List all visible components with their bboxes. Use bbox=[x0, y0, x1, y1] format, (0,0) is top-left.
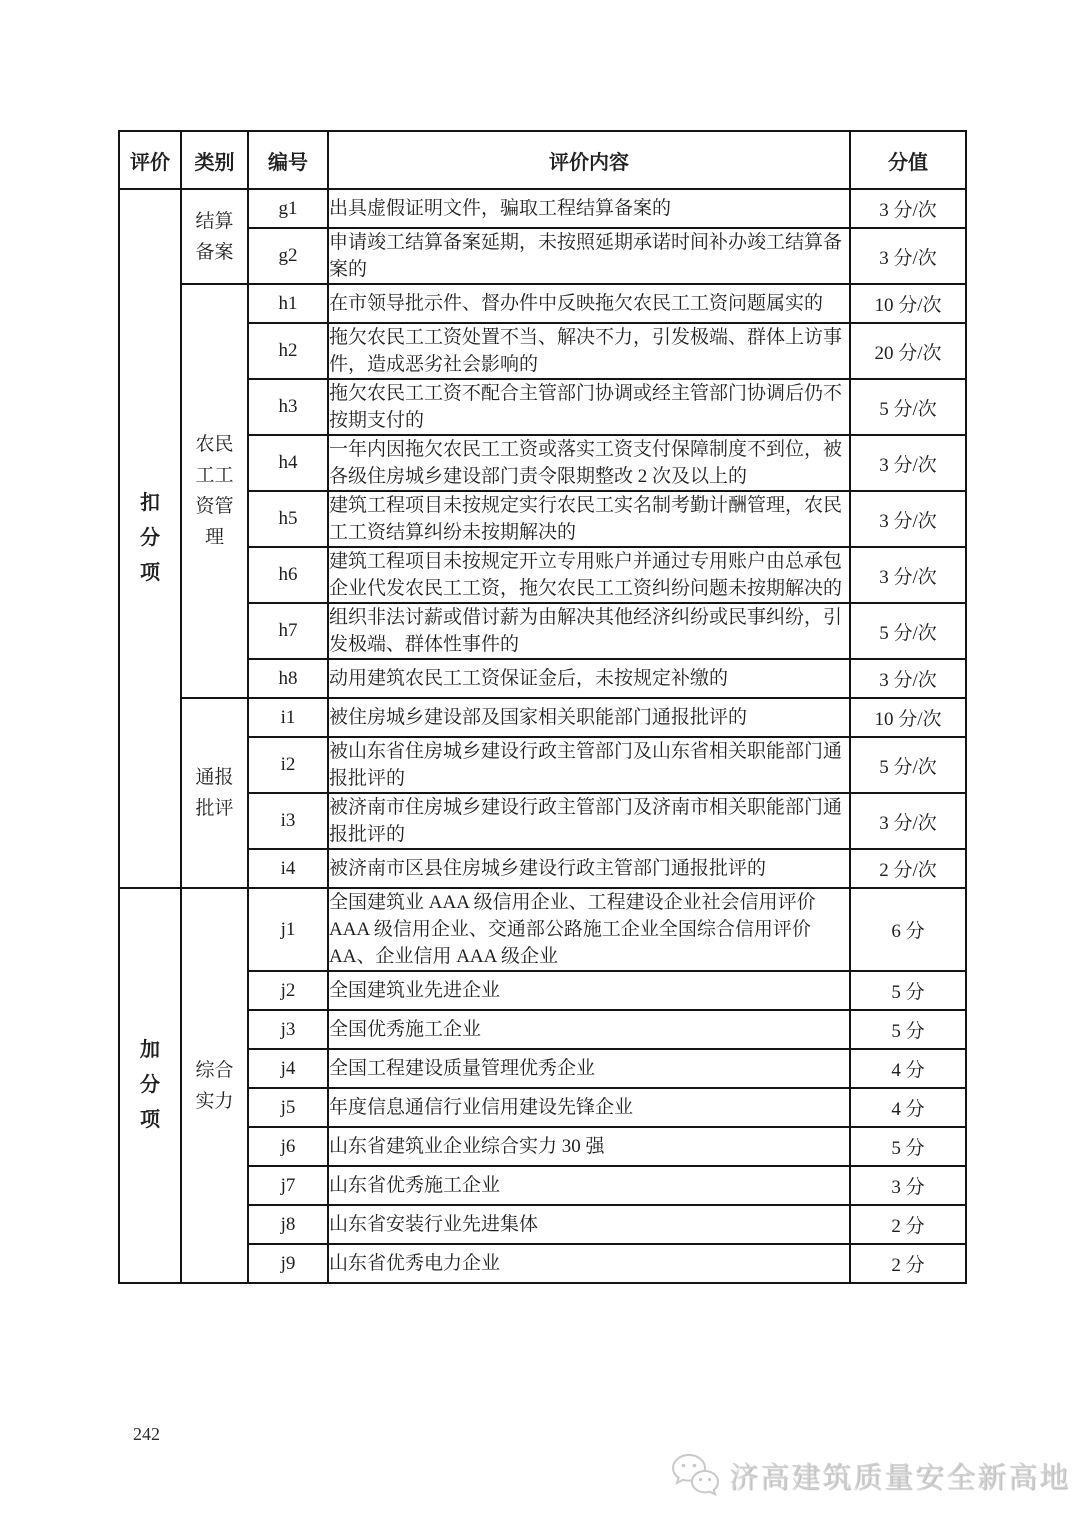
row-content: 拖欠农民工工资处置不当、解决不力，引发极端、群体上访事件，造成恶劣社会影响的 bbox=[328, 323, 850, 379]
group-label-bonus: 加分项 bbox=[140, 1039, 160, 1131]
row-score: 5 分 bbox=[850, 1127, 966, 1166]
row-content: 全国建筑业 AAA 级信用企业、工程建设企业社会信用评价 AAA 级信用企业、交通部公路施工企业全国综合信用评价 AA、企业信用 AAA 级企业 bbox=[328, 888, 850, 971]
category-cell-comprehensive bbox=[181, 888, 248, 1283]
watermark-text: 济高建筑质量安全新高地 bbox=[728, 1461, 1070, 1494]
row-content: 年度信息通信行业信用建设先锋企业 bbox=[328, 1088, 850, 1127]
row-content: 被住房城乡建设部及国家相关职能部门通报批评的 bbox=[328, 698, 850, 737]
row-content: 出具虚假证明文件，骗取工程结算备案的 bbox=[328, 189, 850, 228]
row-content: 山东省优秀电力企业 bbox=[328, 1244, 850, 1283]
row-score: 3 分/次 bbox=[850, 547, 966, 603]
row-score: 6 分 bbox=[850, 888, 966, 971]
category-label-comprehensive: 综合实力 bbox=[195, 1059, 234, 1112]
page-number: 242 bbox=[133, 1424, 160, 1444]
row-code: h2 bbox=[248, 323, 328, 379]
row-score: 2 分 bbox=[850, 1205, 966, 1244]
row-code: h8 bbox=[248, 659, 328, 698]
row-content: 拖欠农民工工资不配合主管部门协调或经主管部门协调后仍不按期支付的 bbox=[328, 379, 850, 435]
table-header-row bbox=[119, 131, 966, 189]
row-score: 5 分/次 bbox=[850, 379, 966, 435]
row-code: h5 bbox=[248, 491, 328, 547]
row-score: 20 分/次 bbox=[850, 323, 966, 379]
row-content: 建筑工程项目未按规定开立专用账户并通过专用账户由总承包企业代发农民工工资，拖欠农民工工资纠纷问题未按期解决的 bbox=[328, 547, 850, 603]
row-code: i3 bbox=[248, 793, 328, 849]
header-content: 评价内容 bbox=[328, 131, 850, 189]
row-score: 10 分/次 bbox=[850, 698, 966, 737]
row-code: j4 bbox=[248, 1049, 328, 1088]
table-row bbox=[119, 698, 966, 737]
category-label-criticism: 通报批评 bbox=[195, 767, 234, 819]
watermark bbox=[669, 1452, 1070, 1498]
row-code: h3 bbox=[248, 379, 328, 435]
category-cell-criticism bbox=[181, 698, 248, 888]
row-code: j7 bbox=[248, 1166, 328, 1205]
row-code: g2 bbox=[248, 228, 328, 284]
row-score: 3 分/次 bbox=[850, 491, 966, 547]
row-content: 被济南市住房城乡建设行政主管部门及济南市相关职能部门通报批评的 bbox=[328, 793, 850, 849]
row-code: i4 bbox=[248, 849, 328, 888]
row-content: 动用建筑农民工工资保证金后，未按规定补缴的 bbox=[328, 659, 850, 698]
row-code: j5 bbox=[248, 1088, 328, 1127]
row-code: j6 bbox=[248, 1127, 328, 1166]
row-score: 3 分/次 bbox=[850, 793, 966, 849]
row-code: g1 bbox=[248, 189, 328, 228]
row-score: 4 分 bbox=[850, 1049, 966, 1088]
row-content: 山东省安装行业先进集体 bbox=[328, 1205, 850, 1244]
group-cell-bonus bbox=[119, 888, 181, 1283]
header-evaluation: 评价 bbox=[119, 131, 181, 189]
evaluation-table-container bbox=[118, 130, 967, 1284]
row-content: 全国工程建设质量管理优秀企业 bbox=[328, 1049, 850, 1088]
group-cell-deduction bbox=[119, 189, 181, 888]
header-category: 类别 bbox=[181, 131, 248, 189]
row-code: h4 bbox=[248, 435, 328, 491]
header-score: 分值 bbox=[850, 131, 966, 189]
row-score: 2 分/次 bbox=[850, 849, 966, 888]
row-code: j3 bbox=[248, 1010, 328, 1049]
table-row bbox=[119, 888, 966, 971]
row-content: 全国建筑业先进企业 bbox=[328, 971, 850, 1010]
evaluation-table bbox=[118, 130, 967, 1284]
row-code: h6 bbox=[248, 547, 328, 603]
row-score: 10 分/次 bbox=[850, 284, 966, 323]
row-score: 4 分 bbox=[850, 1088, 966, 1127]
row-score: 3 分/次 bbox=[850, 189, 966, 228]
row-code: j1 bbox=[248, 888, 328, 971]
category-label-migrant-wages: 农民工工资管理 bbox=[195, 434, 234, 548]
row-score: 3 分/次 bbox=[850, 659, 966, 698]
row-score: 3 分/次 bbox=[850, 228, 966, 284]
row-code: i2 bbox=[248, 737, 328, 793]
row-content: 一年内因拖欠农民工工资或落实工资支付保障制度不到位，被各级住房城乡建设部门责令限期整改 2 次及以上的 bbox=[328, 435, 850, 491]
row-content: 建筑工程项目未按规定实行农民工实名制考勤计酬管理，农民工工资结算纠纷未按期解决的 bbox=[328, 491, 850, 547]
row-code: h1 bbox=[248, 284, 328, 323]
row-content: 山东省优秀施工企业 bbox=[328, 1166, 850, 1205]
category-cell-settlement bbox=[181, 189, 248, 284]
row-code: j9 bbox=[248, 1244, 328, 1283]
row-code: i1 bbox=[248, 698, 328, 737]
row-code: j2 bbox=[248, 971, 328, 1010]
row-content: 山东省建筑业企业综合实力 30 强 bbox=[328, 1127, 850, 1166]
wechat-icon bbox=[669, 1452, 721, 1498]
row-content: 全国优秀施工企业 bbox=[328, 1010, 850, 1049]
row-code: j8 bbox=[248, 1205, 328, 1244]
row-score: 3 分 bbox=[850, 1166, 966, 1205]
category-cell-migrant-wages bbox=[181, 284, 248, 698]
table-row bbox=[119, 189, 966, 228]
group-label-deduction: 扣分项 bbox=[140, 492, 160, 584]
row-code: h7 bbox=[248, 603, 328, 659]
row-score: 2 分 bbox=[850, 1244, 966, 1283]
table-row bbox=[119, 284, 966, 323]
category-label-settlement: 结算备案 bbox=[195, 210, 234, 263]
row-score: 5 分/次 bbox=[850, 737, 966, 793]
row-content: 组织非法讨薪或借讨薪为由解决其他经济纠纷或民事纠纷，引发极端、群体性事件的 bbox=[328, 603, 850, 659]
row-content: 在市领导批示件、督办件中反映拖欠农民工工资问题属实的 bbox=[328, 284, 850, 323]
row-content: 申请竣工结算备案延期，未按照延期承诺时间补办竣工结算备案的 bbox=[328, 228, 850, 284]
row-score: 5 分 bbox=[850, 1010, 966, 1049]
row-content: 被山东省住房城乡建设行政主管部门及山东省相关职能部门通报批评的 bbox=[328, 737, 850, 793]
row-score: 3 分/次 bbox=[850, 435, 966, 491]
row-score: 5 分/次 bbox=[850, 603, 966, 659]
row-score: 5 分 bbox=[850, 971, 966, 1010]
header-code: 编号 bbox=[248, 131, 328, 189]
row-content: 被济南市区县住房城乡建设行政主管部门通报批评的 bbox=[328, 849, 850, 888]
